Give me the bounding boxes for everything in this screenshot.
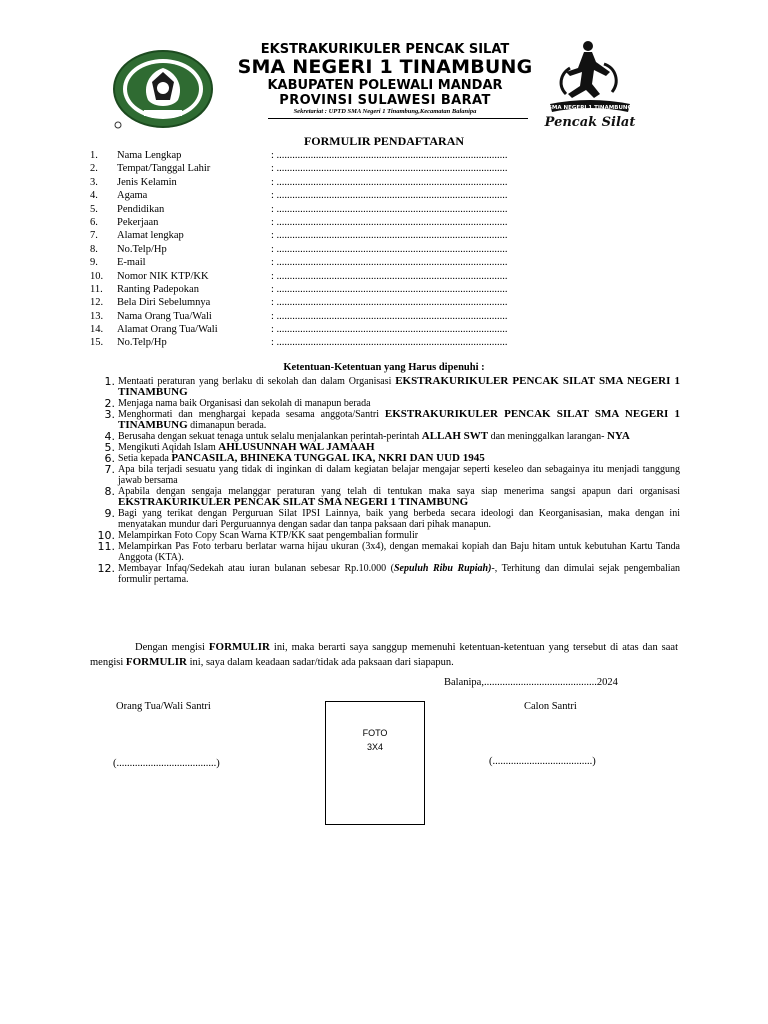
header-regency: KABUPATEN POLEWALI MANDAR — [267, 78, 503, 93]
form-field-row — [90, 189, 570, 202]
rule-text — [118, 486, 680, 508]
field-number: 6. — [90, 216, 98, 228]
field-input-line[interactable]: : ........................................................................................ — [271, 163, 508, 175]
field-number: 2. — [90, 163, 98, 175]
rule-number: 6. — [104, 452, 115, 465]
field-input-line[interactable]: : ........................................................................................ — [271, 150, 508, 161]
date-line[interactable]: Balanipa,...........................................2024 — [444, 677, 618, 688]
field-label: Bela Diri Sebelumnya — [117, 297, 211, 309]
photo-size: 3X4 — [366, 742, 383, 752]
letterhead — [0, 38, 768, 130]
statement-bold-1: FORMULIR — [208, 641, 270, 653]
field-input-line[interactable]: : ........................................................................................ — [271, 337, 508, 349]
candidate-signature-line[interactable]: (......................................) — [489, 756, 596, 767]
rule-item — [95, 464, 680, 486]
rule-text — [118, 541, 680, 563]
form-field-row — [90, 256, 570, 269]
rule-item — [95, 453, 680, 464]
field-number: 13. — [90, 310, 104, 322]
form-title: FORMULIR PENDAFTARAN — [303, 134, 465, 148]
rule-number: 3. — [104, 408, 115, 421]
rule-text-part: Menghormati dan menghargai kepada sesama anggota/Santri — [118, 409, 385, 420]
form-field-row — [90, 336, 570, 349]
right-logo-title: Pencak Silat — [544, 115, 636, 130]
right-logo-badge: SMA NEGERI 1 TINAMBUNG — [547, 105, 633, 111]
field-number: 9. — [90, 257, 98, 269]
rule-number: 10. — [97, 529, 115, 542]
rule-bold-part: EKSTRAKURIKULER PENCAK SILAT SMA NEGERI 1 TINAMBUNG — [118, 496, 469, 508]
registration-fields — [90, 149, 570, 350]
rule-number: 7. — [104, 463, 115, 476]
field-number: 12. — [90, 297, 104, 309]
rule-bold-part: ALLAH SWT — [421, 430, 489, 442]
rule-text-part: Mengikuti Aqidah Islam — [118, 442, 219, 453]
form-field-row — [90, 216, 570, 229]
rule-text-part: Melampirkan Foto Copy Scan Warna KTP/KK saat pengembalian formulir — [118, 530, 419, 541]
rule-text-part: Berusaha dengan sekuat tenaga untuk selalu menjalankan perintah-perintah — [118, 431, 422, 442]
rule-number: 2. — [104, 397, 115, 410]
rule-text-part: Mentaati peraturan yang berlaku di sekolah dan dalam Organisasi — [118, 376, 396, 387]
header-province: PROVINSI SULAWESI BARAT — [279, 93, 491, 108]
rule-number: 11. — [97, 540, 115, 553]
field-number: 11. — [90, 283, 103, 295]
field-number: 1. — [90, 150, 98, 161]
rule-text-part: dan meninggalkan larangan- — [488, 431, 607, 442]
rule-bold-part: PANCASILA, BHINEKA TUNGGAL IKA, NKRI DAN UUD 1945 — [171, 452, 485, 464]
rule-item — [95, 409, 680, 431]
rule-text — [118, 431, 680, 442]
field-label: Jenis Kelamin — [117, 176, 177, 188]
header-secretariat: Sekretariat : UPTD SMA Negeri 1 Tinambung,Kecamatan Balanipa — [293, 108, 477, 115]
field-input-line[interactable]: : ........................................................................................ — [271, 216, 508, 228]
form-field-row — [90, 243, 570, 256]
field-label: Alamat Orang Tua/Wali — [117, 324, 218, 336]
field-label: Tempat/Tanggal Lahir — [117, 163, 211, 175]
field-input-line[interactable]: : ........................................................................................ — [271, 283, 508, 295]
form-field-row — [90, 162, 570, 175]
rules-list — [95, 376, 680, 585]
rule-text-part: Menjaga nama baik Organisasi dan sekolah di manapun berada — [118, 398, 371, 409]
field-number: 7. — [90, 230, 98, 242]
rule-text — [118, 409, 680, 431]
field-number: 8. — [90, 243, 98, 255]
field-input-line[interactable]: : ........................................................................................ — [271, 270, 508, 282]
rule-number: 8. — [104, 485, 115, 498]
form-field-row — [90, 229, 570, 242]
field-input-line[interactable]: : ........................................................................................ — [271, 257, 508, 269]
statement-text-3: ini, saya dalam keadaan sadar/tidak ada paksaan dari siapapun. — [186, 657, 454, 668]
rule-item — [95, 541, 680, 563]
pencak-silat-logo — [540, 38, 640, 130]
field-label: E-mail — [117, 257, 146, 269]
form-field-row — [90, 176, 570, 189]
form-field-row — [90, 323, 570, 336]
header-divider — [268, 118, 528, 119]
rule-number: 4. — [104, 430, 115, 443]
statement-text-2: ini, maka berarti saya sanggup memenuhi ketentuan-ketentuan yang tersebut di atas dan saat mengisi — [90, 642, 678, 668]
field-input-line[interactable]: : ........................................................................................ — [271, 324, 508, 336]
rule-number: 5. — [104, 441, 115, 454]
candidate-signature-label: Calon Santri — [524, 701, 577, 712]
rule-text-part: Setia kepada — [118, 453, 172, 464]
rule-item — [95, 530, 680, 541]
field-input-line[interactable]: : ........................................................................................ — [271, 310, 508, 322]
field-label: Pendidikan — [117, 203, 165, 215]
statement-text-1: Dengan mengisi — [135, 642, 209, 653]
field-label: No.Telp/Hp — [117, 337, 167, 349]
rule-number: 12. — [97, 562, 115, 575]
field-number: 5. — [90, 203, 98, 215]
rule-text-part: dimanapun berada. — [187, 420, 267, 431]
form-field-row — [90, 296, 570, 309]
rule-text-part: Apabila dengan sengaja melanggar peraturan yang telah di tentukan maka saya siap menerima sangsi apapun dari organisasi — [118, 486, 680, 497]
form-field-row — [90, 270, 570, 283]
rule-number: 1. — [104, 375, 115, 388]
rule-text-part: Bagi yang terikat dengan Perguruan Silat IPSI Lainnya, baik yang berbeda secara ideologi dan Keorganisasian, maka dengan ini menyatakan mundur dari Perguruannya dengan sadar dan tanpa paksaan dari pihak manapun. — [118, 508, 680, 530]
rule-bold-part: EKSTRAKURIKULER PENCAK SILAT SMA NEGERI 1 TINAMBUNG — [118, 408, 680, 431]
rule-bold-part: AHLUSUNNAH WAL JAMAAH — [218, 441, 375, 453]
rule-text-part: Apa bila terjadi sesuatu yang tidak di inginkan di dalam kegiatan belajar mengajar seperti keseleo dan sebagainya itu menjadi tanggung jawab bersama — [118, 464, 680, 486]
form-field-row — [90, 283, 570, 296]
rule-text-part: Melampirkan Pas Foto terbaru berlatar warna hijau ukuran (3x4), dengan memakai kopiah dan Baju hitam untuk kebutuhan Kartu Tanda Anggota (KTA). — [118, 541, 680, 563]
parent-signature-line[interactable]: (......................................) — [113, 758, 220, 769]
rule-text-part: Membayar Infaq/Sedekah atau iuran bulanan sebesar Rp.10.000 ( — [118, 563, 394, 574]
field-number: 4. — [90, 190, 98, 202]
field-label: Nomor NIK KTP/KK — [117, 270, 209, 282]
rule-item — [95, 508, 680, 530]
field-input-line[interactable]: : ........................................................................................ — [271, 190, 508, 202]
rule-text — [118, 464, 680, 486]
field-input-line[interactable]: : ........................................................................................ — [271, 230, 508, 242]
field-label: Nama Orang Tua/Wali — [117, 310, 212, 322]
field-label: No.Telp/Hp — [117, 243, 167, 255]
rule-text — [118, 563, 680, 585]
rule-bold-part: EKSTRAKURIKULER PENCAK SILAT SMA NEGERI 1 TINAMBUNG — [118, 375, 680, 398]
field-label: Agama — [117, 190, 148, 202]
field-label: Pekerjaan — [117, 216, 159, 228]
rule-text — [118, 453, 680, 464]
rule-item — [95, 486, 680, 508]
rule-item — [95, 431, 680, 442]
statement-bold-2: FORMULIR — [125, 656, 187, 668]
statement-paragraph — [90, 640, 678, 670]
field-input-line[interactable]: : ........................................................................................ — [271, 297, 508, 309]
rule-item — [95, 563, 680, 585]
photo-box[interactable] — [325, 701, 425, 825]
rules-title: Ketentuan-Ketentuan yang Harus dipenuhi : — [283, 362, 485, 373]
header-school-name: SMA NEGERI 1 TINAMBUNG — [237, 56, 533, 78]
field-number: 10. — [90, 270, 104, 282]
rule-text-part: -, Terhitung dan dimulai sejak pengembalian formulir pertama. — [118, 563, 681, 585]
rule-number: 9. — [104, 507, 115, 520]
rule-text — [118, 508, 680, 530]
field-number: 3. — [90, 176, 98, 188]
field-label: Alamat lengkap — [117, 230, 184, 242]
rule-text — [118, 530, 680, 541]
photo-label: FOTO — [362, 728, 388, 738]
field-number: 15. — [90, 337, 104, 349]
field-label: Ranting Padepokan — [117, 283, 199, 295]
rule-text — [118, 376, 680, 398]
form-field-row — [90, 149, 570, 162]
form-field-row — [90, 203, 570, 216]
rule-bold-part: NYA — [606, 430, 630, 442]
field-input-line[interactable]: : ........................................................................................ — [271, 203, 508, 215]
field-input-line[interactable]: : ........................................................................................ — [271, 176, 508, 188]
rule-bold-italic-part: Sepuluh Ribu Rupiah) — [393, 563, 492, 574]
parent-signature-label: Orang Tua/Wali Santri — [116, 701, 211, 712]
field-label: Nama Lengkap — [117, 150, 182, 161]
header-line-1: EKSTRAKURIKULER PENCAK SILAT — [260, 42, 510, 57]
form-field-row — [90, 310, 570, 323]
rule-item — [95, 376, 680, 398]
field-number: 14. — [90, 324, 104, 336]
school-emblem-logo — [112, 48, 214, 130]
field-input-line[interactable]: : ........................................................................................ — [271, 243, 508, 255]
